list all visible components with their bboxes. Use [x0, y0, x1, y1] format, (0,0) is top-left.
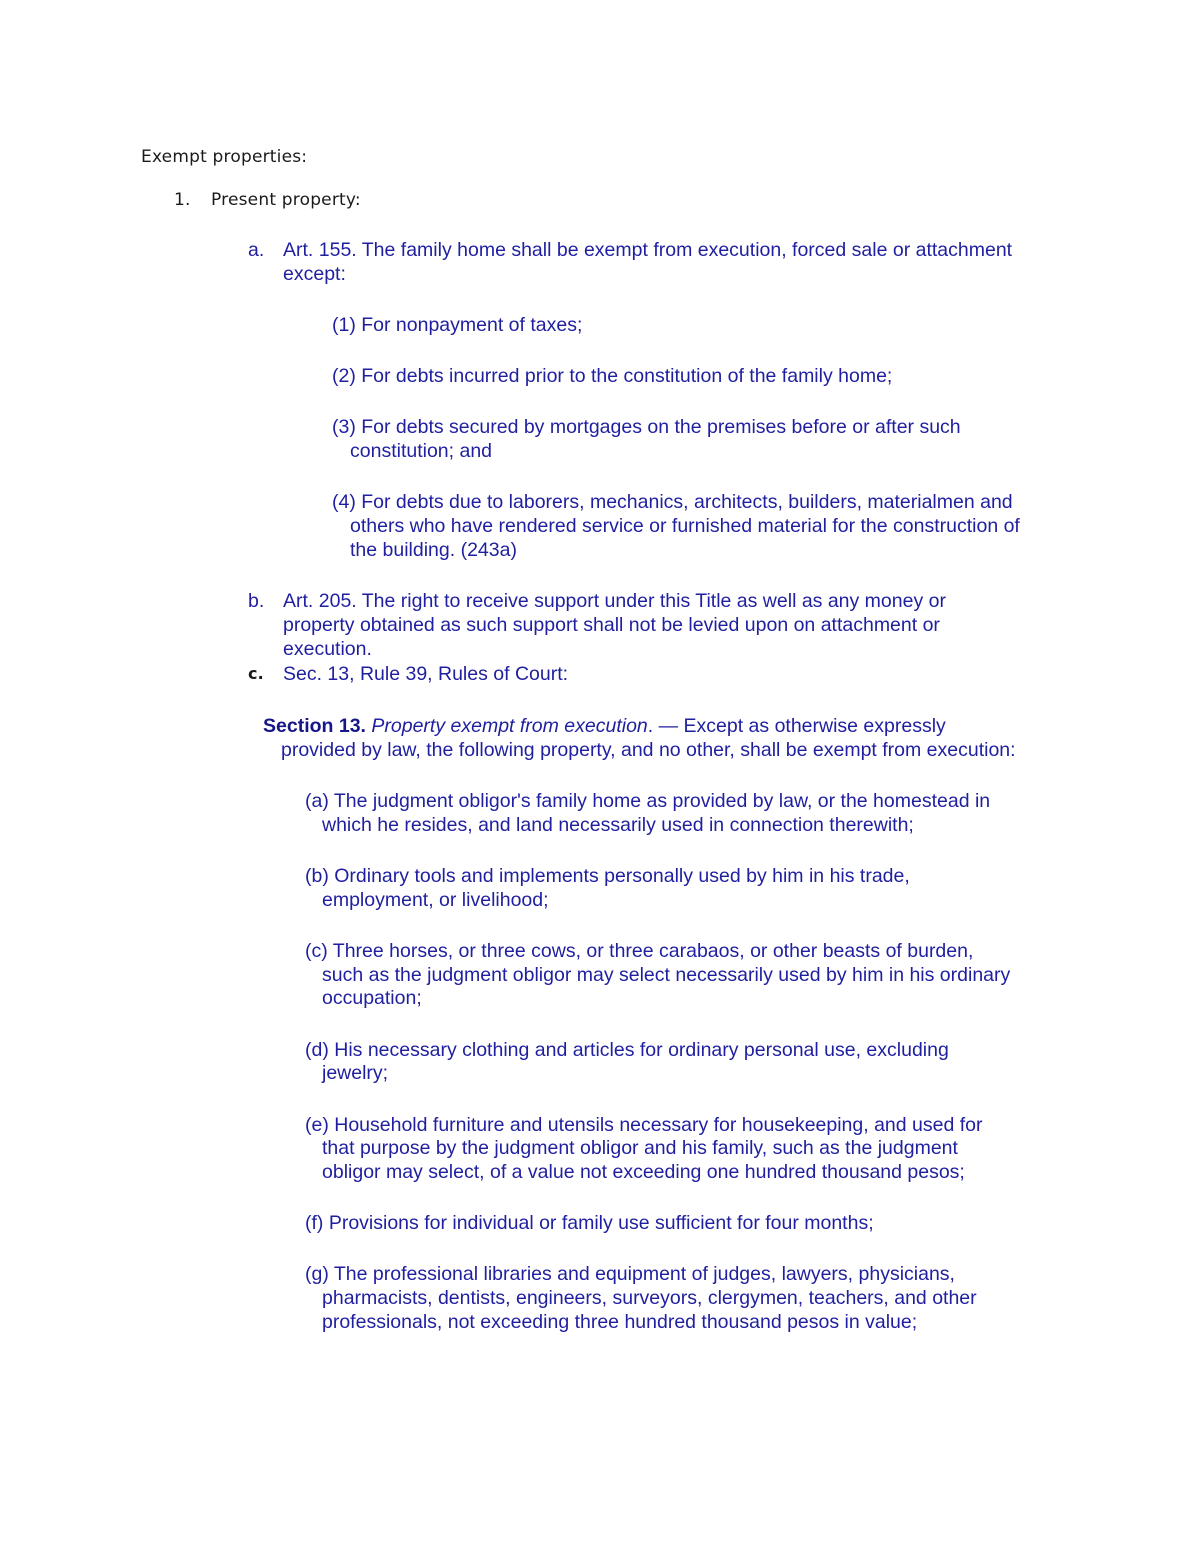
item-a-sub-line: the building. (243a)	[350, 539, 517, 561]
section13-item-line: obligor may select, of a value not exceeding one hundred thousand pesos;	[322, 1161, 965, 1183]
section13-item-line: professionals, not exceeding three hundred thousand pesos in value;	[322, 1311, 918, 1333]
item-c-line: Sec. 13, Rule 39, Rules of Court:	[283, 663, 569, 685]
section13-item-line: jewelry;	[322, 1062, 389, 1084]
section13-item-line: such as the judgment obligor may select necessarily used by him in his ordinary	[322, 964, 1011, 986]
item-a-marker: a.	[248, 239, 265, 261]
section13-item-line: that purpose by the judgment obligor and his family, such as the judgment	[322, 1137, 958, 1159]
section13-item-line: (g) The professional libraries and equipment of judges, lawyers, physicians,	[305, 1263, 955, 1285]
heading: Exempt properties:	[141, 147, 308, 167]
item-a-line: except:	[283, 263, 346, 285]
section13-rest: . — Except as otherwise expressly	[647, 715, 946, 737]
item-a-line: Art. 155. The family home shall be exempt from execution, forced sale or attachment	[283, 239, 1013, 261]
section13-item-line: (d) His necessary clothing and articles for ordinary personal use, excluding	[305, 1039, 949, 1061]
item1-number: 1.	[174, 190, 191, 210]
section13-item-line: (b) Ordinary tools and implements personally used by him in his trade,	[305, 865, 910, 887]
section13-line: provided by law, the following property, and no other, shall be exempt from execution:	[281, 739, 1016, 761]
section13-title: Property exempt from execution	[371, 715, 648, 737]
item-a-sub-line: (4) For debts due to laborers, mechanics, architects, builders, materialmen and	[332, 491, 1013, 513]
item-a-sub-line: constitution; and	[350, 440, 493, 462]
section13-item-line: (e) Household furniture and utensils necessary for housekeeping, and used for	[305, 1114, 983, 1136]
section13-item-line: (a) The judgment obligor's family home as provided by law, or the homestead in	[305, 790, 991, 812]
section13-first-line	[263, 714, 946, 738]
section13-item-line: (f) Provisions for individual or family use sufficient for four months;	[305, 1212, 874, 1234]
item-b-line: Art. 205. The right to receive support under this Title as well as any money or	[283, 590, 946, 612]
item-b-line: property obtained as such support shall not be levied upon on attachment or	[283, 614, 940, 636]
section13-item-line: occupation;	[322, 987, 422, 1009]
item-a-sub-line: (3) For debts secured by mortgages on the premises before or after such	[332, 416, 961, 438]
section13-item-line: employment, or livelihood;	[322, 889, 549, 911]
item-a-sub-line: (2) For debts incurred prior to the constitution of the family home;	[332, 365, 893, 387]
item-b-marker: b.	[248, 590, 265, 612]
item-a-sub-line: (1) For nonpayment of taxes;	[332, 314, 583, 336]
section13-item-line: pharmacists, dentists, engineers, surveyors, clergymen, teachers, and other	[322, 1287, 977, 1309]
item-a-sub-line: others who have rendered service or furnished material for the construction of	[350, 515, 1020, 537]
section13-item-line: (c) Three horses, or three cows, or three carabaos, or other beasts of burden,	[305, 940, 974, 962]
section13-item-line: which he resides, and land necessarily used in connection therewith;	[322, 814, 914, 836]
section13-label: Section 13.	[263, 715, 366, 737]
item-c-marker: c.	[248, 664, 264, 683]
item1-label: Present property:	[211, 190, 361, 210]
item-b-line: execution.	[283, 638, 372, 660]
